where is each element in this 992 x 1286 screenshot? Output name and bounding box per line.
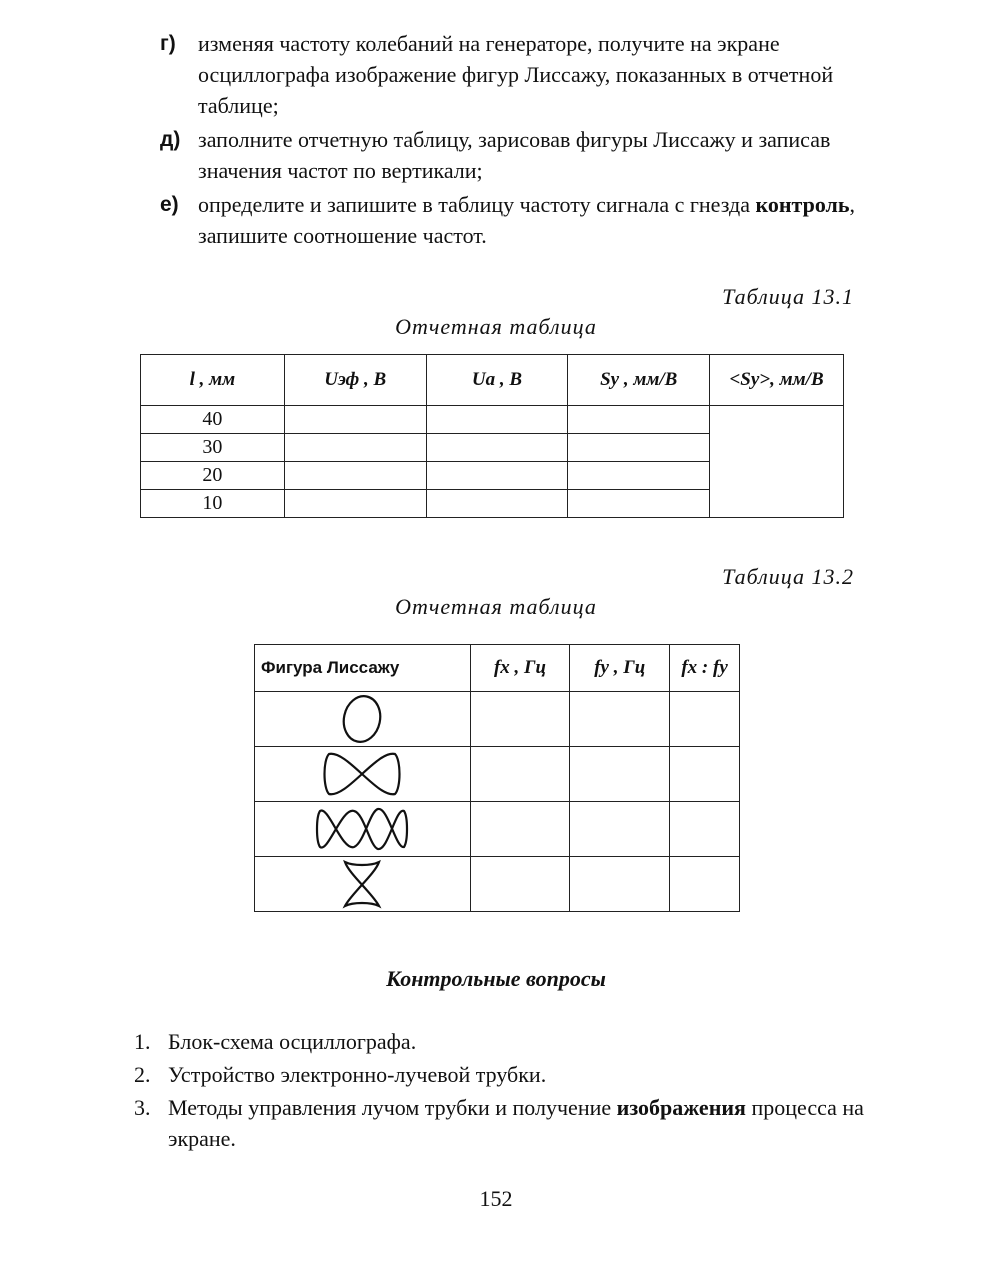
question-item bbox=[134, 1092, 864, 1154]
question-bold-term: изображения bbox=[616, 1095, 746, 1120]
table-row bbox=[255, 747, 740, 802]
table-row bbox=[255, 857, 740, 912]
page-number: 152 bbox=[479, 1186, 513, 1211]
table1-title: Отчетная таблица bbox=[395, 314, 597, 339]
header-s-y-avg: <Sу>, мм/В bbox=[710, 355, 844, 406]
control-questions-list bbox=[134, 1026, 864, 1156]
step-e bbox=[160, 189, 860, 251]
question-item bbox=[134, 1026, 864, 1057]
empty-cell bbox=[470, 802, 570, 857]
table-header-row bbox=[141, 355, 844, 406]
header-u-ef: Uэф , В bbox=[284, 355, 426, 406]
question-number: 2. bbox=[134, 1062, 151, 1087]
merged-average-cell bbox=[710, 406, 844, 518]
empty-cell bbox=[568, 434, 710, 462]
header-f-ratio: fx : fy bbox=[670, 645, 740, 692]
question-number: 3. bbox=[134, 1095, 151, 1120]
empty-cell bbox=[470, 747, 570, 802]
step-marker: д) bbox=[160, 128, 181, 151]
empty-cell bbox=[568, 406, 710, 434]
header-lissajous-figure: Фигура Лиссажу bbox=[255, 645, 471, 692]
header-f-y: fy , Гц bbox=[570, 645, 670, 692]
empty-cell bbox=[570, 802, 670, 857]
step-bold-term: контроль bbox=[755, 192, 850, 217]
table-header-row bbox=[255, 645, 740, 692]
ellipse-figure-icon bbox=[317, 693, 407, 745]
table-row bbox=[255, 692, 740, 747]
empty-cell bbox=[670, 747, 740, 802]
header-u-a: Uа , В bbox=[426, 355, 568, 406]
empty-cell bbox=[284, 406, 426, 434]
step-g bbox=[160, 28, 860, 121]
empty-cell bbox=[284, 490, 426, 518]
step-marker: г) bbox=[160, 32, 176, 55]
figure-cell bbox=[255, 802, 471, 857]
empty-cell bbox=[284, 434, 426, 462]
empty-cell bbox=[670, 692, 740, 747]
empty-cell bbox=[470, 692, 570, 747]
hourglass-figure-icon bbox=[317, 858, 407, 910]
instruction-steps bbox=[160, 28, 860, 254]
empty-cell bbox=[670, 802, 740, 857]
question-text: Методы управления лучом трубки и получение bbox=[168, 1095, 612, 1120]
empty-cell bbox=[426, 406, 568, 434]
table-row bbox=[141, 406, 844, 434]
step-text: определите и запишите в таблицу частоту сигнала с гнезда bbox=[198, 192, 750, 217]
step-text-end: , запишите соотношение частот. bbox=[198, 192, 856, 248]
cell-l-value: 10 bbox=[141, 490, 285, 518]
header-f-x: fx , Гц bbox=[470, 645, 570, 692]
question-text: Устройство электронно-лучевой трубки. bbox=[168, 1062, 547, 1087]
header-l-mm: l , мм bbox=[141, 355, 285, 406]
empty-cell bbox=[570, 857, 670, 912]
step-marker: е) bbox=[160, 193, 179, 216]
report-table-1 bbox=[140, 354, 844, 518]
step-d bbox=[160, 124, 860, 186]
three-lobe-figure-icon bbox=[312, 803, 412, 855]
empty-cell bbox=[426, 434, 568, 462]
question-item bbox=[134, 1059, 864, 1090]
empty-cell bbox=[568, 490, 710, 518]
empty-cell bbox=[570, 692, 670, 747]
question-number: 1. bbox=[134, 1029, 151, 1054]
report-table-2 bbox=[254, 644, 740, 912]
table2-title: Отчетная таблица bbox=[395, 594, 597, 619]
table1-number: Таблица 13.1 bbox=[722, 284, 854, 309]
table2-number: Таблица 13.2 bbox=[722, 564, 854, 589]
control-questions-title: Контрольные вопросы bbox=[386, 966, 606, 991]
question-text-end: процесса на экране. bbox=[168, 1095, 864, 1151]
step-text: заполните отчетную таблицу, зарисовав фигуры Лиссажу и записав значения частот по вертикали; bbox=[198, 127, 831, 183]
table-row bbox=[255, 802, 740, 857]
question-text: Блок-схема осциллографа. bbox=[168, 1029, 417, 1054]
empty-cell bbox=[570, 747, 670, 802]
step-text: изменяя частоту колебаний на генераторе, получите на экране осциллографа изображение фигур Лиссажу, показанных в отчетной таблице; bbox=[198, 31, 834, 118]
header-s-y: Sу , мм/В bbox=[568, 355, 710, 406]
figure-cell bbox=[255, 857, 471, 912]
empty-cell bbox=[568, 462, 710, 490]
empty-cell bbox=[426, 490, 568, 518]
empty-cell bbox=[470, 857, 570, 912]
empty-cell bbox=[670, 857, 740, 912]
empty-cell bbox=[426, 462, 568, 490]
cell-l-value: 30 bbox=[141, 434, 285, 462]
cell-l-value: 20 bbox=[141, 462, 285, 490]
figure-cell bbox=[255, 692, 471, 747]
empty-cell bbox=[284, 462, 426, 490]
cell-l-value: 40 bbox=[141, 406, 285, 434]
figure-cell bbox=[255, 747, 471, 802]
two-lobe-figure-icon bbox=[317, 748, 407, 800]
